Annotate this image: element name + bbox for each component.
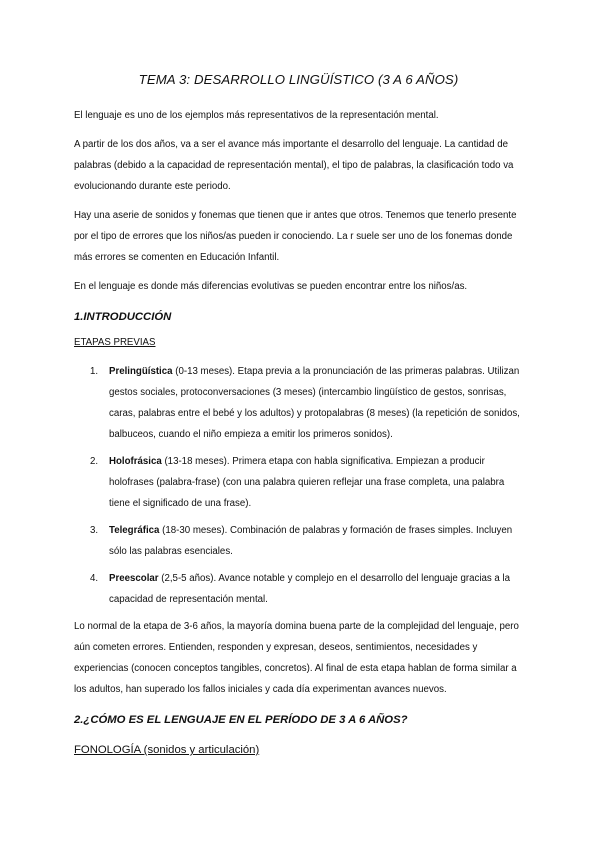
stage-description: (18-30 meses). Combinación de palabras y formación de frases simples. Incluyen sólo las palabras esenciales. <box>109 525 513 557</box>
stages-list <box>74 361 523 610</box>
stage-term: Holofrásica <box>109 456 162 467</box>
intro-paragraph-1: El lenguaje es uno de los ejemplos más representativos de la representación mental. <box>74 110 439 121</box>
section-heading-introduccion: 1.INTRODUCCIÓN <box>74 311 172 323</box>
list-item <box>74 568 523 610</box>
intro-paragraph-4: En el lenguaje es donde más diferencias evolutivas se pueden encontrar entre los niños/as. <box>74 281 468 292</box>
document-title: TEMA 3: DESARROLLO LINGÜÍSTICO (3 A 6 AÑOS) <box>138 72 459 87</box>
intro-paragraph-2: A partir de los dos años, va a ser el avance más importante el desarrollo del lenguaje. La cantidad de palabras (debido a la capacidad de representación mental), el tipo de palabras, la clasificación todo va evolucionando durante este periodo. <box>74 139 514 192</box>
intro-paragraph-3: Hay una aserie de sonidos y fonemas que tienen que ir antes que otros. Tenemos que tenerlo presente por el tipo de errores que los niños/as pueden ir conociendo. La r suele ser uno de los fonemas donde más errores se comenten en Educación Infantil. <box>74 210 517 263</box>
section-heading-lenguaje-3-6: 2.¿CÓMO ES EL LENGUAJE EN EL PERÍODO DE 3 A 6 AÑOS? <box>74 714 408 726</box>
list-item-number: 1. <box>90 366 99 377</box>
list-item <box>74 361 523 445</box>
list-item-number: 3. <box>90 525 99 536</box>
stage-term: Prelingüística <box>109 366 173 377</box>
stage-term: Telegráfica <box>109 525 160 536</box>
list-item <box>74 451 523 514</box>
list-item <box>74 520 523 562</box>
stage-description: (0-13 meses). Etapa previa a la pronunciación de las primeras palabras. Utilizan gestos sociales, protoconversaciones (3 meses) (intercambio lingüístico de gestos, sonrisas, caras, palabras entre el bebé y los adultos) y protopalabras (8 meses) (la repetición de sonidos, balbuceos, cuando el niño empieza a emitir los primeros sonidos). <box>109 366 520 440</box>
subheading-etapas-previas: ETAPAS PREVIAS <box>74 337 156 348</box>
stage-term: Preescolar <box>109 573 159 584</box>
closing-paragraph: Lo normal de la etapa de 3-6 años, la mayoría domina buena parte de la complejidad del lenguaje, pero aún cometen errores. Entienden, responden y expresan, deseos, sentimientos, necesidades y experiencias (conocen conceptos tangibles, concretos). Al final de esta etapa hablan de forma similar a los adultos, han superado los fallos iniciales y cada día experimentan avances nuevos. <box>74 621 519 695</box>
subheading-fonologia: FONOLOGÍA (sonidos y articulación) <box>74 744 260 756</box>
list-item-number: 2. <box>90 456 99 467</box>
list-item-number: 4. <box>90 573 99 584</box>
stage-description: (2,5-5 años). Avance notable y complejo en el desarrollo del lenguaje gracias a la capacidad de representación mental. <box>109 573 511 605</box>
stage-description: (13-18 meses). Primera etapa con habla significativa. Empiezan a producir holofrases (palabra-frase) (con una palabra quieren reflejar una frase completa, una palabra tiene el significado de una frase). <box>109 456 505 509</box>
